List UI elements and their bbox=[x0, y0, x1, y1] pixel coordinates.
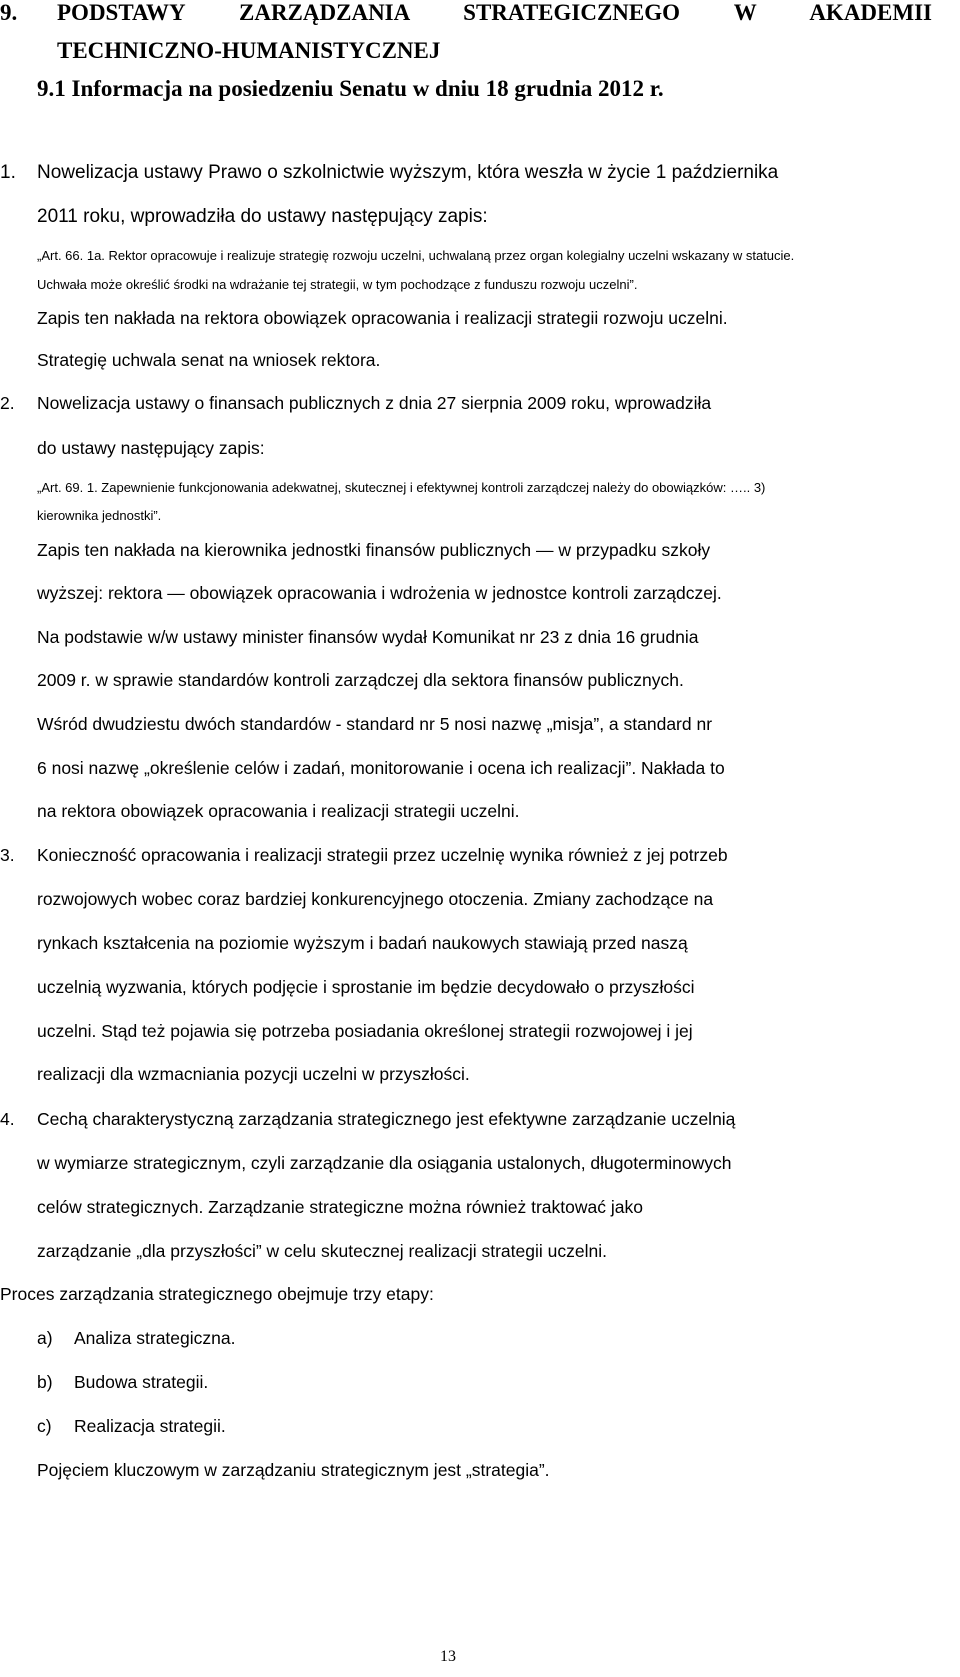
point-2-line-5: Na podstawie w/w ustawy minister finansów wydał Komunikat nr 23 z dnia 16 grudnia bbox=[37, 627, 699, 647]
point-2-line-8: 6 nosi nazwę „określenie celów i zadań, monitorowanie i ocena ich realizacji”. Nakłada to bbox=[37, 758, 725, 778]
process-intro: Proces zarządzania strategicznego obejmuje trzy etapy: bbox=[0, 1284, 434, 1304]
point-1-line-1: Nowelizacja ustawy Prawo o szkolnictwie wyższym, która weszła w życie 1 października bbox=[37, 162, 779, 183]
process-item-c: Realizacja strategii. bbox=[74, 1416, 226, 1436]
point-4-line-2: w wymiarze strategicznym, czyli zarządzanie dla osiągania ustalonych, długoterminowych bbox=[37, 1153, 732, 1173]
process-item-b-marker: b) bbox=[37, 1372, 53, 1392]
point-4-line-1: Cechą charakterystyczną zarządzania strategicznego jest efektywne zarządzanie uczelnią bbox=[37, 1109, 736, 1129]
point-3-line-5: uczelni. Stąd też pojawia się potrzeba posiadania określonej strategii rozwojowej i jej bbox=[37, 1021, 693, 1041]
subsection-title: 9.1 Informacja na posiedzeniu Senatu w dniu 18 grudnia 2012 r. bbox=[37, 76, 664, 101]
point-4-line-4: zarządzanie „dla przyszłości” w celu skutecznej realizacji strategii uczelni. bbox=[37, 1241, 607, 1261]
process-item-a-marker: a) bbox=[37, 1328, 53, 1348]
page-number: 13 bbox=[440, 1648, 456, 1665]
point-3-line-2: rozwojowych wobec coraz bardziej konkurencyjnego otoczenia. Zmiany zachodzące na bbox=[37, 889, 714, 909]
process-item-b: Budowa strategii. bbox=[74, 1372, 209, 1392]
process-closing: Pojęciem kluczowym w zarządzaniu strategicznym jest „strategia”. bbox=[37, 1460, 550, 1480]
process-item-a: Analiza strategiczna. bbox=[74, 1328, 236, 1348]
point-1-number: 1. bbox=[0, 162, 16, 183]
point-3-line-1: Konieczność opracowania i realizacji strategii przez uczelnię wynika również z jej potrzeb bbox=[37, 845, 728, 865]
point-1-line-2: 2011 roku, wprowadziła do ustawy następujący zapis: bbox=[37, 206, 488, 227]
point-2-line-4: wyższej: rektora — obowiązek opracowania i wdrożenia w jednostce kontroli zarządczej. bbox=[37, 583, 722, 603]
point-2-line-7: Wśród dwudziestu dwóch standardów - standard nr 5 nosi nazwę „misja”, a standard nr bbox=[37, 714, 713, 734]
section-title-line-1: PODSTAWY ZARZĄDZANIA STRATEGICZNEGO W AKADEMII bbox=[57, 0, 932, 25]
point-4-number: 4. bbox=[0, 1109, 15, 1129]
point-1-quote-line-1: „Art. 66. 1a. Rektor opracowuje i realizuje strategię rozwoju uczelni, uchwalaną przez organ kolegialny uczelni wskazany w statucie. bbox=[37, 248, 795, 263]
point-2-line-2: do ustawy następujący zapis: bbox=[37, 438, 265, 458]
process-item-c-marker: c) bbox=[37, 1416, 52, 1436]
point-3-line-4: uczelnią wyzwania, których podjęcie i sprostanie im będzie decydowało o przyszłości bbox=[37, 977, 695, 997]
point-4-line-3: celów strategicznych. Zarządzanie strategiczne można również traktować jako bbox=[37, 1197, 643, 1217]
point-3-line-6: realizacji dla wzmacniania pozycji uczelni w przyszłości. bbox=[37, 1064, 470, 1084]
point-2-line-1: Nowelizacja ustawy o finansach publicznych z dnia 27 sierpnia 2009 roku, wprowadziła bbox=[37, 393, 712, 413]
point-2-line-6: 2009 r. w sprawie standardów kontroli zarządczej dla sektora finansów publicznych. bbox=[37, 670, 684, 690]
point-1-line-4: Strategię uchwala senat na wniosek rektora. bbox=[37, 350, 381, 370]
point-1-quote-line-2: Uchwała może określić środki na wdrażanie tej strategii, w tym pochodzące z funduszu rozwoju uczelni”. bbox=[37, 277, 638, 292]
point-3-line-3: rynkach kształcenia na poziomie wyższym i badań naukowych stawiają przed naszą bbox=[37, 933, 688, 953]
point-3-number: 3. bbox=[0, 845, 15, 865]
section-title-line-2: TECHNICZNO-HUMANISTYCZNEJ bbox=[57, 38, 441, 63]
point-2-quote-line-1: „Art. 69. 1. Zapewnienie funkcjonowania adekwatnej, skutecznej i efektywnej kontroli zarządczej należy do obowiązków: ….. 3) bbox=[37, 480, 766, 495]
point-2-line-3: Zapis ten nakłada na kierownika jednostki finansów publicznych — w przypadku szkoły bbox=[37, 540, 711, 560]
point-1-line-3: Zapis ten nakłada na rektora obowiązek opracowania i realizacji strategii rozwoju uczelni. bbox=[37, 308, 728, 328]
point-2-number: 2. bbox=[0, 393, 15, 413]
point-2-line-9: na rektora obowiązek opracowania i realizacji strategii uczelni. bbox=[37, 801, 520, 821]
point-2-quote-line-2: kierownika jednostki”. bbox=[37, 508, 162, 523]
section-number: 9. bbox=[0, 0, 18, 25]
